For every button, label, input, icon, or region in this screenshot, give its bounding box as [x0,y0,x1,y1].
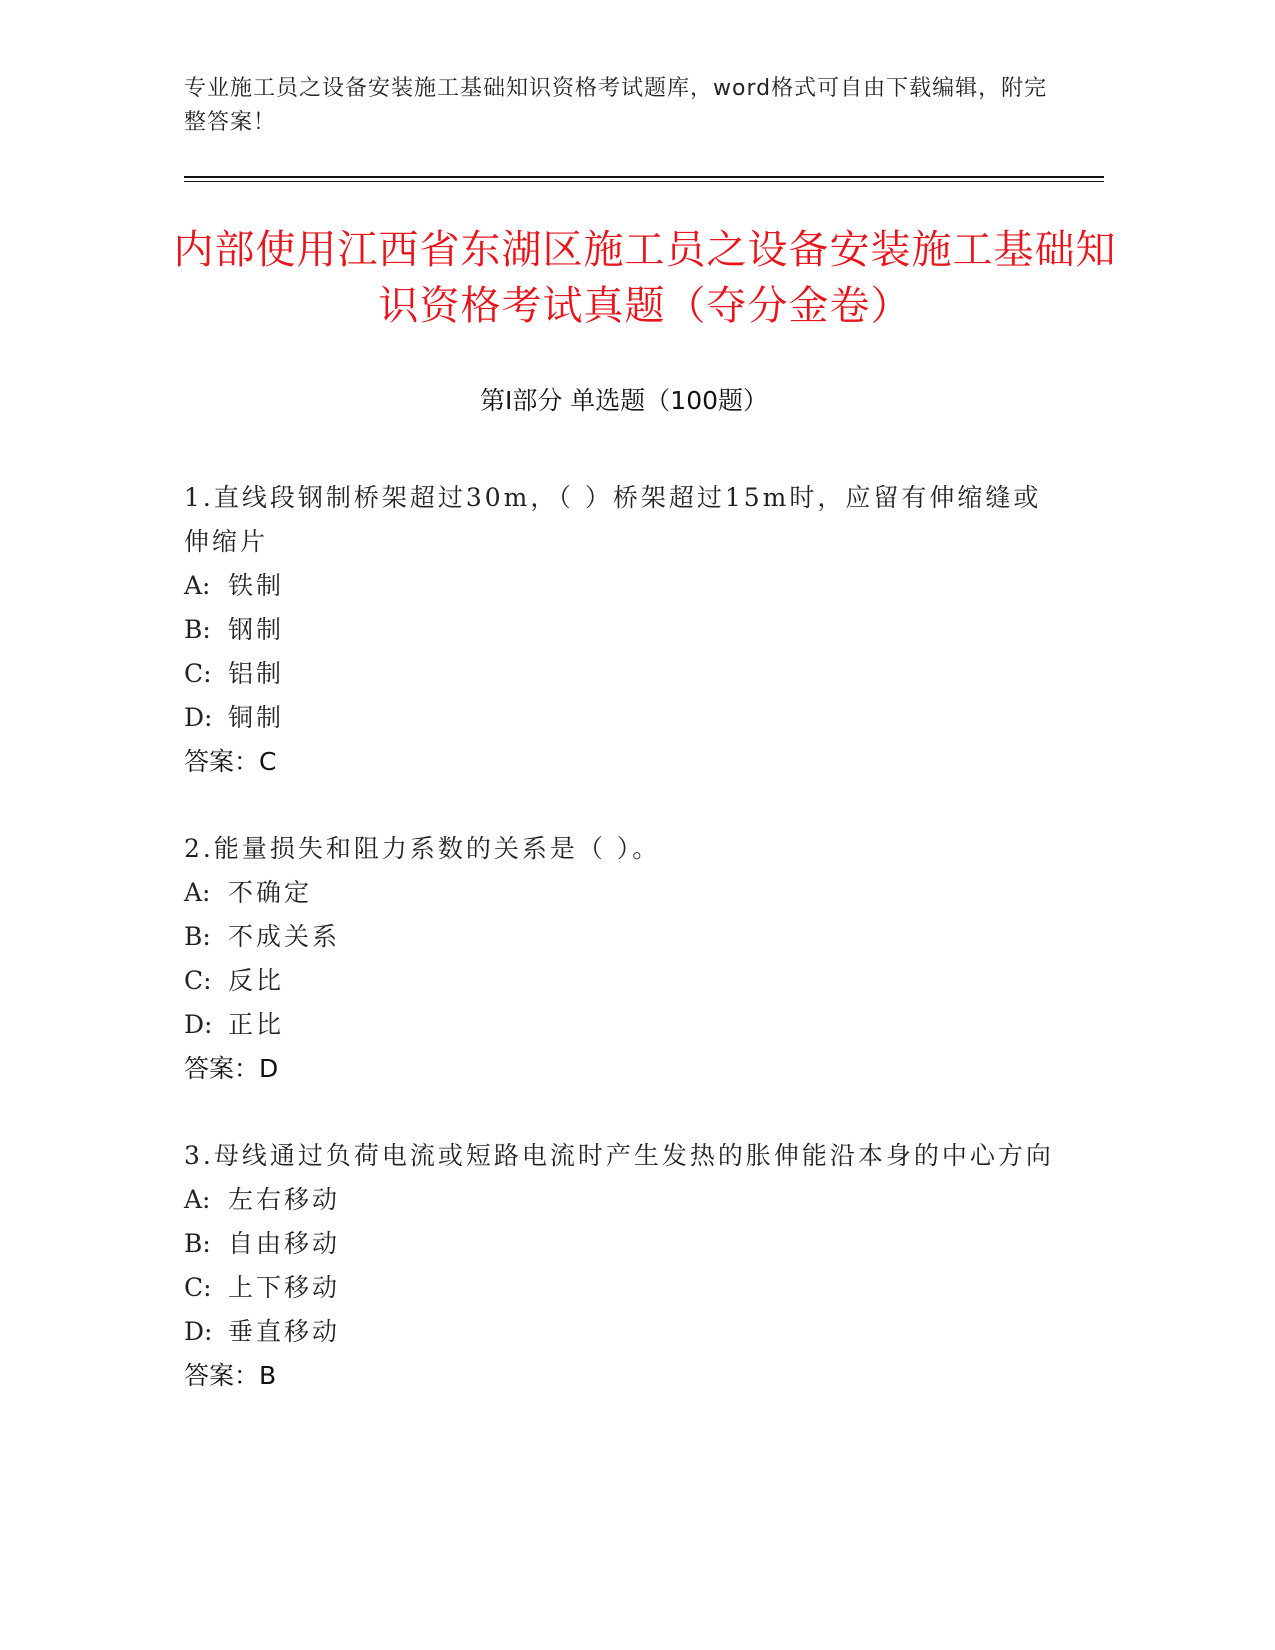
answer-line [184,1354,1064,1398]
option-a [184,871,1064,915]
option-c [184,959,1064,1003]
option-b [184,915,1064,959]
option-text: 不成关系 [228,922,341,951]
option-letter: C: [184,659,212,688]
option-c [184,652,1064,696]
option-text: 垂直移动 [228,1317,341,1346]
option-b [184,608,1064,652]
option-b [184,1222,1064,1266]
option-letter: D: [184,703,213,732]
answer-value: B [259,1361,277,1390]
answer-line [184,1047,1064,1091]
option-d [184,1310,1064,1354]
answer-prefix: 答案： [184,747,260,776]
option-letter: A: [184,878,211,907]
header-divider-thick [184,176,1104,178]
option-letter: D: [184,1010,213,1039]
option-a [184,564,1064,608]
question-stem: 3.母线通过负荷电流或短路电流时产生发热的胀伸能沿本身的中心方向 [184,1141,1054,1170]
answer-value: D [259,1054,279,1083]
option-text: 自由移动 [228,1229,341,1258]
option-d [184,696,1064,740]
option-text: 铁制 [228,571,285,600]
option-letter: A: [184,571,211,600]
option-text: 上下移动 [228,1273,341,1302]
option-letter: D: [184,1317,213,1346]
answer-prefix: 答案： [184,1361,260,1390]
option-text: 铜制 [228,703,285,732]
option-d [184,1003,1064,1047]
option-text: 钢制 [228,615,285,644]
question-3 [184,1134,1064,1398]
option-text: 正比 [228,1010,285,1039]
header-divider-thin [184,181,1104,182]
question-list [184,476,1064,1441]
question-stem: 2.能量损失和阻力系数的关系是（ ）。 [184,834,661,863]
question-1 [184,476,1064,784]
answer-line [184,740,1064,784]
option-text: 反比 [228,966,285,995]
answer-prefix: 答案： [184,1054,260,1083]
option-letter: B: [184,922,211,951]
option-text: 左右移动 [228,1185,341,1214]
question-2 [184,827,1064,1091]
option-letter: B: [184,1229,211,1258]
option-letter: B: [184,615,211,644]
question-stem: 1.直线段钢制桥架超过30m，（ ）桥架超过15m时，应留有伸缩缝或伸缩片 [184,483,1042,556]
option-a [184,1178,1064,1222]
option-letter: C: [184,1273,212,1302]
option-text: 不确定 [228,878,313,907]
header-note: 专业施工员之设备安装施工基础知识资格考试题库，word格式可自由下载编辑，附完整答案！ [184,76,1048,135]
document-title: 内部使用江西省东湖区施工员之设备安装施工基础知识资格考试真题（夺分金卷） [173,227,1117,329]
section-title: 第Ⅰ部分 单选题（100题） [479,386,769,415]
option-text: 铝制 [228,659,285,688]
option-letter: A: [184,1185,211,1214]
option-letter: C: [184,966,212,995]
option-c [184,1266,1064,1310]
answer-value: C [259,747,277,776]
